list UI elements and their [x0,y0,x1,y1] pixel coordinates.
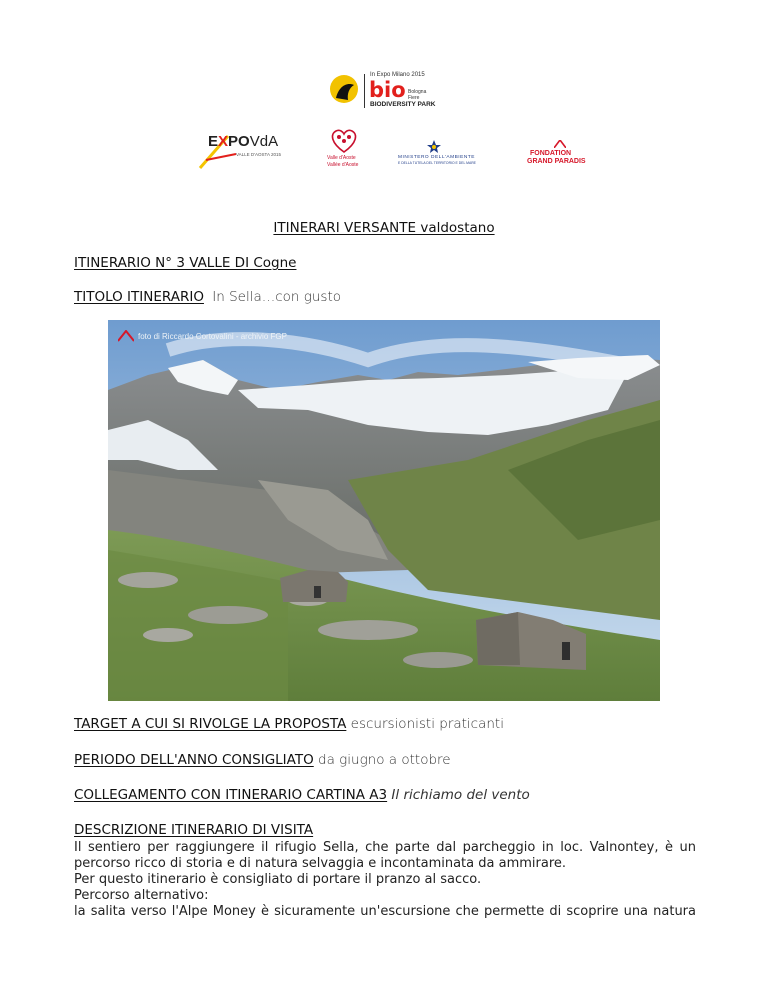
collegamento-value: Il richiamo del vento [391,787,530,803]
description-line-1: Il sentiero per raggiungere il rifugio Sella, che parte dal parcheggio in loc. Valnontey, è un [74,840,696,855]
titolo-label: TITOLO ITINERARIO [74,289,204,305]
expo-subtitle: In Expo Milano 2015 [370,72,425,78]
photo-credit: foto di Riccardo Cortovalini - archivio FGP [138,332,287,341]
description-line-5: la salita verso l'Alpe Money è sicuramente un'escursione che permette di scoprire una natura [74,904,696,919]
mountain-photo [108,320,660,701]
heart-tree-icon [329,128,359,154]
ministero-line2: E DELLA TUTELA DEL TERRITORIO E DEL MARE [398,161,476,165]
description-line-2: percorso ricco di storia e di natura selvaggia e incontaminata da ammirare. [74,856,567,871]
expovda-letters-po: PO [228,133,250,150]
expovda-letter-x: X [218,133,229,150]
expovda-letters-vda: VdA [249,133,279,150]
page-title: ITINERARI VERSANTE valdostano [273,220,495,236]
fgp-mark-icon [118,330,134,342]
target-label: TARGET A CUI SI RIVOLGE LA PROPOSTA [74,716,347,732]
fondation-mark-icon [554,140,566,148]
fondation-logo [527,140,597,170]
ministero-line1: MINISTERO DELL'AMBIENTE [398,155,475,160]
periodo-value: da giugno a ottobre [318,752,451,768]
expo-emblem-icon [327,72,361,106]
star-emblem-icon [427,140,441,154]
titolo-value: In Sella…con gusto [212,289,342,305]
descrizione-label: DESCRIZIONE ITINERARIO DI VISITA [74,822,314,838]
bio-subtitle: BIODIVERSITY PARK [370,101,436,108]
expovda-logo [198,130,288,170]
description-line-3: Per questo itinerario è consigliato di portare il pranzo al sacco. [74,872,482,887]
itinerary-number-label: ITINERARIO N° 3 VALLE DI Cogne [74,255,297,271]
expovda-subtitle: VALLE D'AOSTA 2015 [236,152,281,157]
logo-divider [364,74,365,108]
ministero-logo [398,140,478,170]
periodo-row [74,752,451,768]
bio-logo: bio [369,78,406,102]
vda-heart-logo [327,128,361,170]
expo-milano-logo [327,72,361,106]
titolo-row [74,289,341,305]
bio-side-text: Bologna Fiere [408,89,427,101]
target-value: escursionisti praticanti [350,716,504,732]
target-row [74,716,504,732]
collegamento-row [74,787,530,803]
vda-line2: Vallée d'Aoste [327,162,359,168]
collegamento-label: COLLEGAMENTO CON ITINERARIO CARTINA A3 [74,787,388,803]
fondation-line2: GRAND PARADIS [527,158,586,165]
fondation-line1: FONDATION [530,150,572,157]
description-line-4: Percorso alternativo: [74,888,209,903]
periodo-label: PERIODO DELL'ANNO CONSIGLIATO [74,752,314,768]
expovda-letter-e: E [208,133,219,150]
mountain-landscape-image [108,320,660,701]
vda-line1: Valle d'Aoste [327,155,356,161]
